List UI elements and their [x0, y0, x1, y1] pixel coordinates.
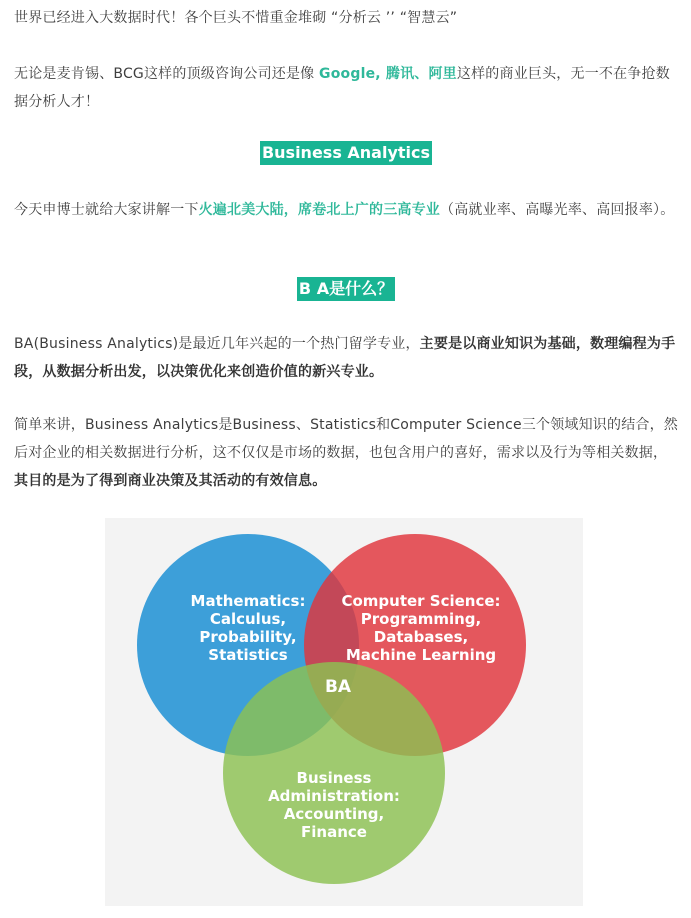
- paragraph-companies: [14, 60, 678, 116]
- paragraph-intro: 世界已经进入大数据时代！各个巨头不惜重金堆砌 “分析云 ’’ “智慧云”: [14, 10, 458, 26]
- ba-center-label: BA: [324, 677, 352, 697]
- highlight-text: Google, 腾讯、阿里: [319, 66, 457, 82]
- heading-badge: Business Analytics: [260, 141, 432, 165]
- text: 无论是麦肯锡、BCG这样的顶级咨询公司还是像: [14, 66, 320, 82]
- paragraph-definition: [14, 330, 678, 386]
- section-heading-business-analytics: [14, 141, 678, 165]
- cs-title: Computer Science:: [341, 592, 501, 610]
- cs-line3: Machine Learning: [345, 646, 497, 664]
- math-line1: Calculus,: [209, 610, 287, 628]
- highlight-text: 火遍北美大陆，席卷北上广的三高专业: [198, 202, 441, 218]
- text: 简单来讲，Business Analytics是Business、Statistics和Computer Science三个领域知识的结合，然后对企业的相关数据进行分析，这不仅仅是市场的数据，也包含用户的喜好，需求以及行为等相关数据，: [14, 417, 679, 461]
- text: 今天申博士就给大家讲解一下: [14, 202, 199, 218]
- business-line2: Accounting,: [283, 805, 385, 823]
- math-line2: Probability,: [199, 628, 297, 646]
- cs-line1: Programming,: [360, 610, 482, 628]
- paragraph-summary: [14, 411, 678, 495]
- cs-line2: Databases,: [373, 628, 469, 646]
- bold-text: 其目的是为了得到商业决策及其活动的有效信息。: [14, 473, 327, 489]
- business-line1: Administration:: [268, 787, 400, 805]
- text: （高就业率、高曝光率、高回报率）。: [440, 202, 675, 218]
- business-title: Business: [296, 769, 372, 787]
- math-title: Mathematics:: [190, 592, 306, 610]
- heading-badge: B A是什么？: [297, 277, 395, 301]
- math-line3: Statistics: [208, 646, 288, 664]
- text: 这样的商业巨头，无一不在争抢数据分析人才！: [14, 66, 670, 110]
- paragraph-explain: [14, 196, 678, 224]
- venn-diagram: [105, 518, 583, 906]
- venn-svg: [105, 518, 583, 906]
- business-line3: Finance: [301, 823, 367, 841]
- section-heading-what-is-ba: [14, 277, 678, 301]
- text: BA(Business Analytics)是最近几年兴起的一个热门留学专业，: [14, 336, 420, 352]
- bold-text: 主要是以商业知识为基础，数理编程为手段，从数据分析出发，以决策优化来创造价值的新兴专业。: [14, 336, 676, 380]
